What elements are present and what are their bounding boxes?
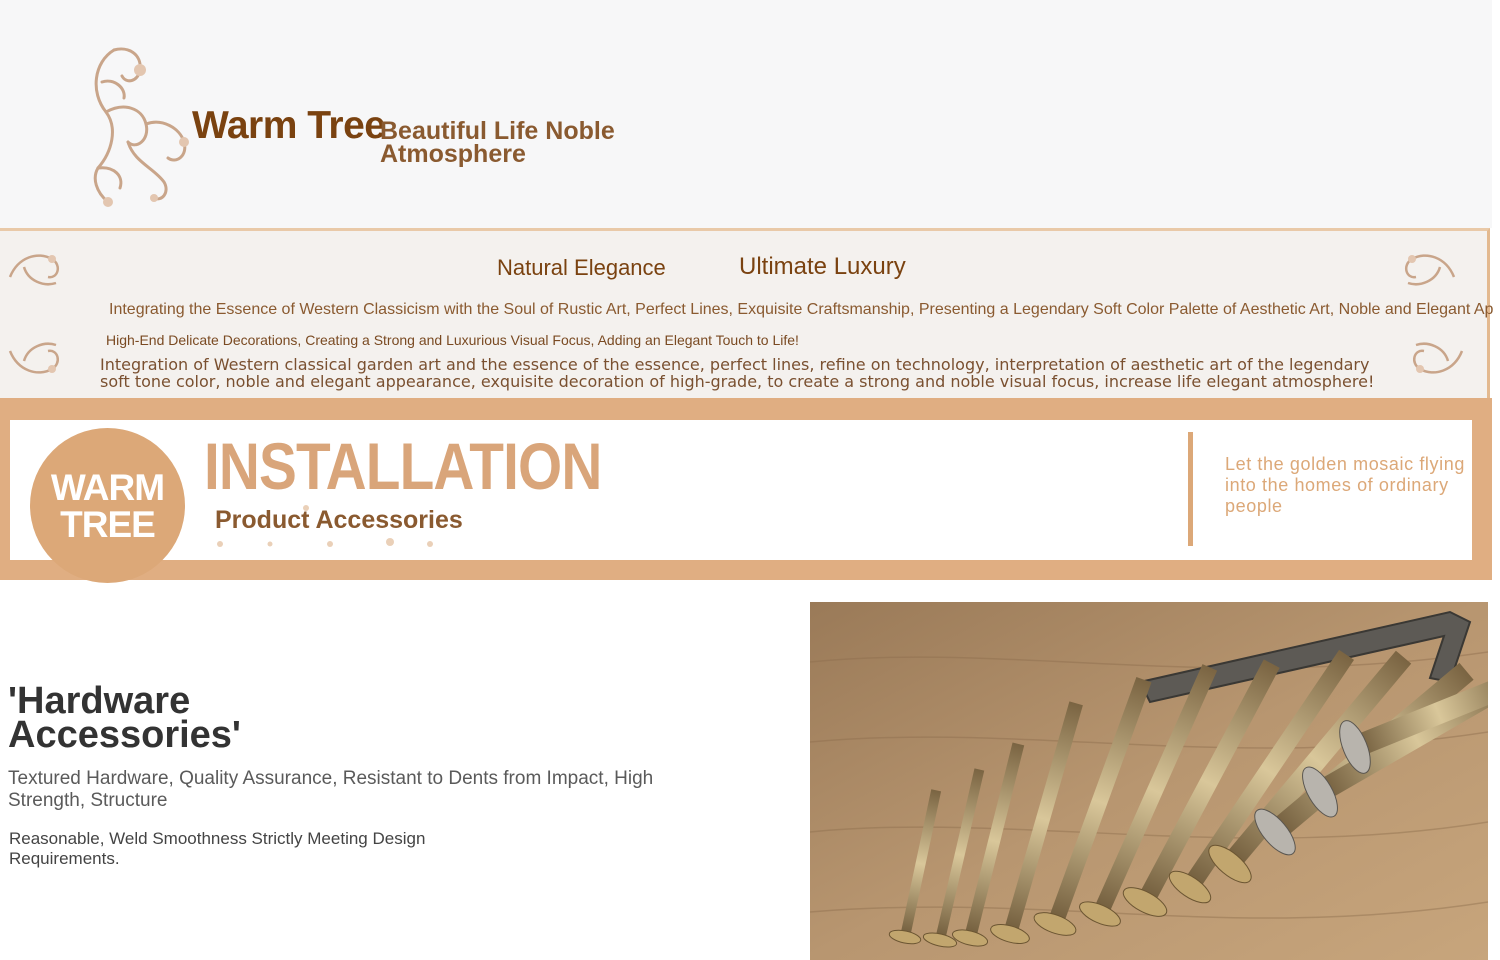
installation-band <box>0 398 1492 580</box>
corner-ornament-icon <box>4 335 68 391</box>
product-description: Reasonable, Weld Smoothness Strictly Meeting Design Requirements. <box>9 829 426 868</box>
brand-name: Warm Tree <box>192 104 386 147</box>
baroque-ornament-logo-icon <box>84 42 194 210</box>
tab-natural-elegance[interactable]: Natural Elegance <box>497 255 666 280</box>
product-description: Textured Hardware, Quality Assurance, Resistant to Dents from Impact, High Strength, Structure <box>8 768 654 811</box>
brand-circle-text: WARM <box>50 466 165 508</box>
screws-and-allen-key-image <box>810 602 1488 960</box>
installation-motto: Let the golden mosaic flying into the homes of ordinary people <box>1225 454 1465 516</box>
brand-circle-logo <box>30 428 185 583</box>
corner-ornament-icon <box>1396 237 1460 293</box>
product-accessories-heading: Product Accessories <box>215 506 463 534</box>
banner-description-line: High-End Delicate Decorations, Creating a Strong and Luxurious Visual Focus, Adding an Elegant Touch to Life! <box>106 332 799 348</box>
vertical-divider <box>1188 432 1193 546</box>
banner-description-line: Integrating the Essence of Western Classicism with the Soul of Rustic Art, Perfect Lines, Exquisite Craftsmanship, Presenting a Legendary Soft Color Palette of Aesthetic Art, Noble and Elegant Ap <box>109 301 1494 318</box>
brand-circle-text: TREE <box>60 503 155 545</box>
hardware-screws-photo <box>810 602 1488 960</box>
corner-ornament-icon <box>1404 335 1468 391</box>
intro-banner <box>0 228 1494 398</box>
tab-ultimate-luxury[interactable]: Ultimate Luxury <box>739 253 906 280</box>
brand-tagline: Beautiful Life Noble Atmosphere <box>380 117 615 168</box>
product-title: 'Hardware Accessories' <box>8 680 241 756</box>
banner-description-english: Integration of Western classical garden art and the essence of the essence, perfect lines, refine on technology, interpretation of aesthetic art of the legendary soft tone color, noble and elegant appearance, exquisite decoration of high-grade, to create a strong and noble visual focus, increase life elegant atmosphere! <box>100 355 1375 391</box>
corner-ornament-icon <box>4 237 68 293</box>
installation-title: INSTALLATION <box>204 429 602 503</box>
site-header <box>0 0 1492 228</box>
